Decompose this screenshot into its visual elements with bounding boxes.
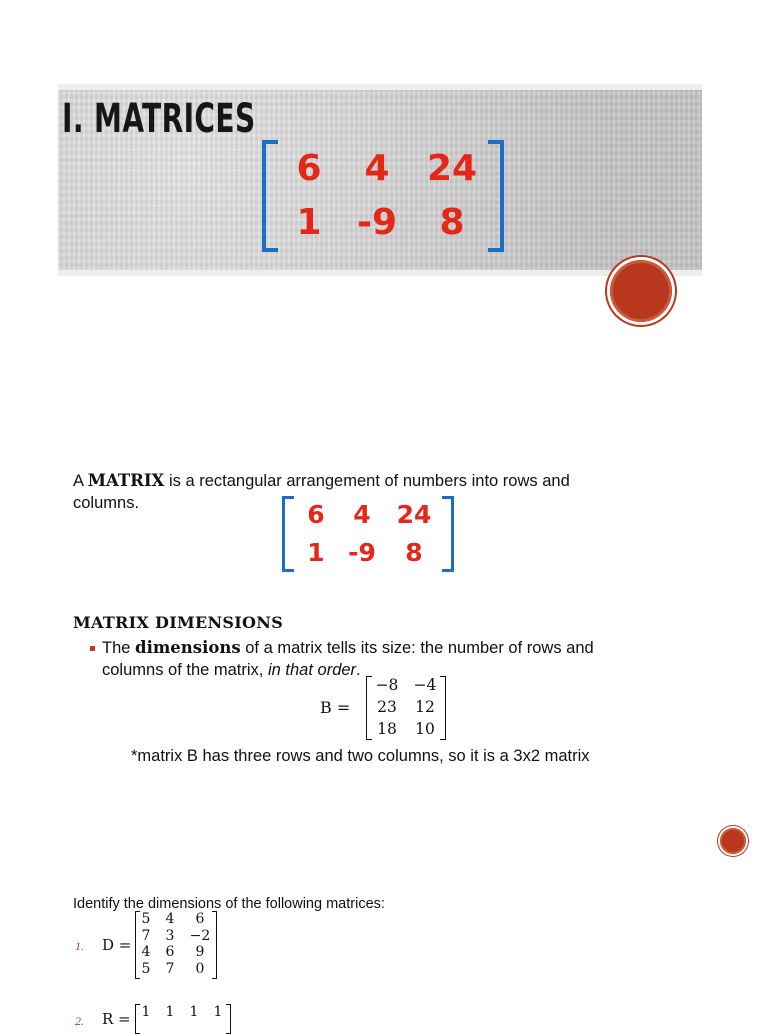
exercise-prompt: Identify the dimensions of the following matrices:	[73, 896, 385, 912]
matrix-d	[135, 911, 217, 979]
matrix-cell: 4	[165, 911, 175, 927]
decorative-circle	[610, 260, 672, 322]
intro-line2: columns.	[73, 494, 140, 512]
matrix-cell: 6	[195, 911, 205, 927]
matrix-b	[366, 676, 446, 740]
matrix-cell: 4	[353, 500, 371, 529]
bullet-pre: The	[102, 639, 136, 657]
matrix-cell: 8	[439, 202, 465, 243]
matrix-cell: 9	[195, 944, 205, 960]
matrix-cell: 1	[189, 1004, 199, 1020]
matrix-cell: 5	[141, 911, 151, 927]
matrix-b-label: B =	[320, 698, 351, 717]
section-heading: MATRIX DIMENSIONS	[73, 613, 284, 632]
matrix-cell: 7	[165, 961, 175, 977]
matrix-cell: 1	[165, 1004, 175, 1020]
right-bracket	[212, 911, 217, 979]
matrix-cell: 0	[195, 961, 205, 977]
title-matrix	[262, 140, 504, 252]
matrix-r	[135, 1004, 231, 1034]
matrix-cell: 23	[377, 698, 397, 716]
matrix-cell: 18	[377, 720, 397, 738]
matrix-cell: 6	[307, 500, 325, 529]
bullet-post: of a matrix tells its size: the number of rows and	[240, 639, 594, 657]
bullet-text	[102, 637, 702, 681]
matrix-cell: 1	[307, 538, 325, 567]
left-bracket	[262, 140, 278, 252]
matrix-cell: 1	[141, 1004, 151, 1020]
item-number: 1.	[75, 939, 84, 953]
bullet-line2: columns of the matrix,	[102, 661, 268, 679]
intro-pre: A	[73, 472, 88, 490]
right-bracket	[442, 496, 454, 572]
matrix-cell: 24	[396, 500, 432, 529]
matrix-cell: 6	[296, 148, 322, 189]
item-number: 2.	[75, 1014, 84, 1028]
matrix-cell: 1	[296, 202, 322, 243]
decorative-circle	[720, 828, 746, 854]
bullet-term: dimensions	[135, 638, 241, 657]
bullet-end: .	[356, 661, 361, 679]
matrix-cell: 5	[141, 961, 151, 977]
left-bracket	[282, 496, 294, 572]
matrix-cell: −8	[375, 676, 399, 694]
matrix-cell: -9	[348, 538, 376, 567]
matrix-cell: 8	[405, 538, 423, 567]
matrix-cell: 6	[165, 944, 175, 960]
matrix-cell: 3	[165, 928, 175, 944]
bullet-marker	[90, 646, 95, 651]
matrix-b-note: *matrix B has three rows and two columns, so it is a 3x2 matrix	[131, 747, 590, 765]
right-bracket	[488, 140, 504, 252]
matrix-cell: 4	[141, 944, 151, 960]
matrix-cell: −4	[413, 676, 437, 694]
bullet-emphasis: in that order	[267, 661, 357, 679]
matrix-cell: 7	[141, 928, 151, 944]
matrix-cell: -9	[357, 202, 397, 243]
matrix-cell: −2	[189, 928, 211, 944]
matrix-r-label: R =	[102, 1010, 131, 1028]
matrix-cell: 12	[415, 698, 435, 716]
matrix-cell: 1	[213, 1004, 223, 1020]
intro-term: MATRIX	[87, 471, 165, 490]
slide-title: I. MATRICES	[62, 96, 256, 142]
matrix-d-label: D =	[102, 936, 132, 954]
example-matrix	[282, 496, 454, 572]
matrix-cell: 4	[364, 148, 390, 189]
matrix-cell: 24	[426, 148, 478, 189]
intro-post: is a rectangular arrangement of numbers into rows and	[164, 472, 570, 490]
matrix-cell: 10	[415, 720, 435, 738]
